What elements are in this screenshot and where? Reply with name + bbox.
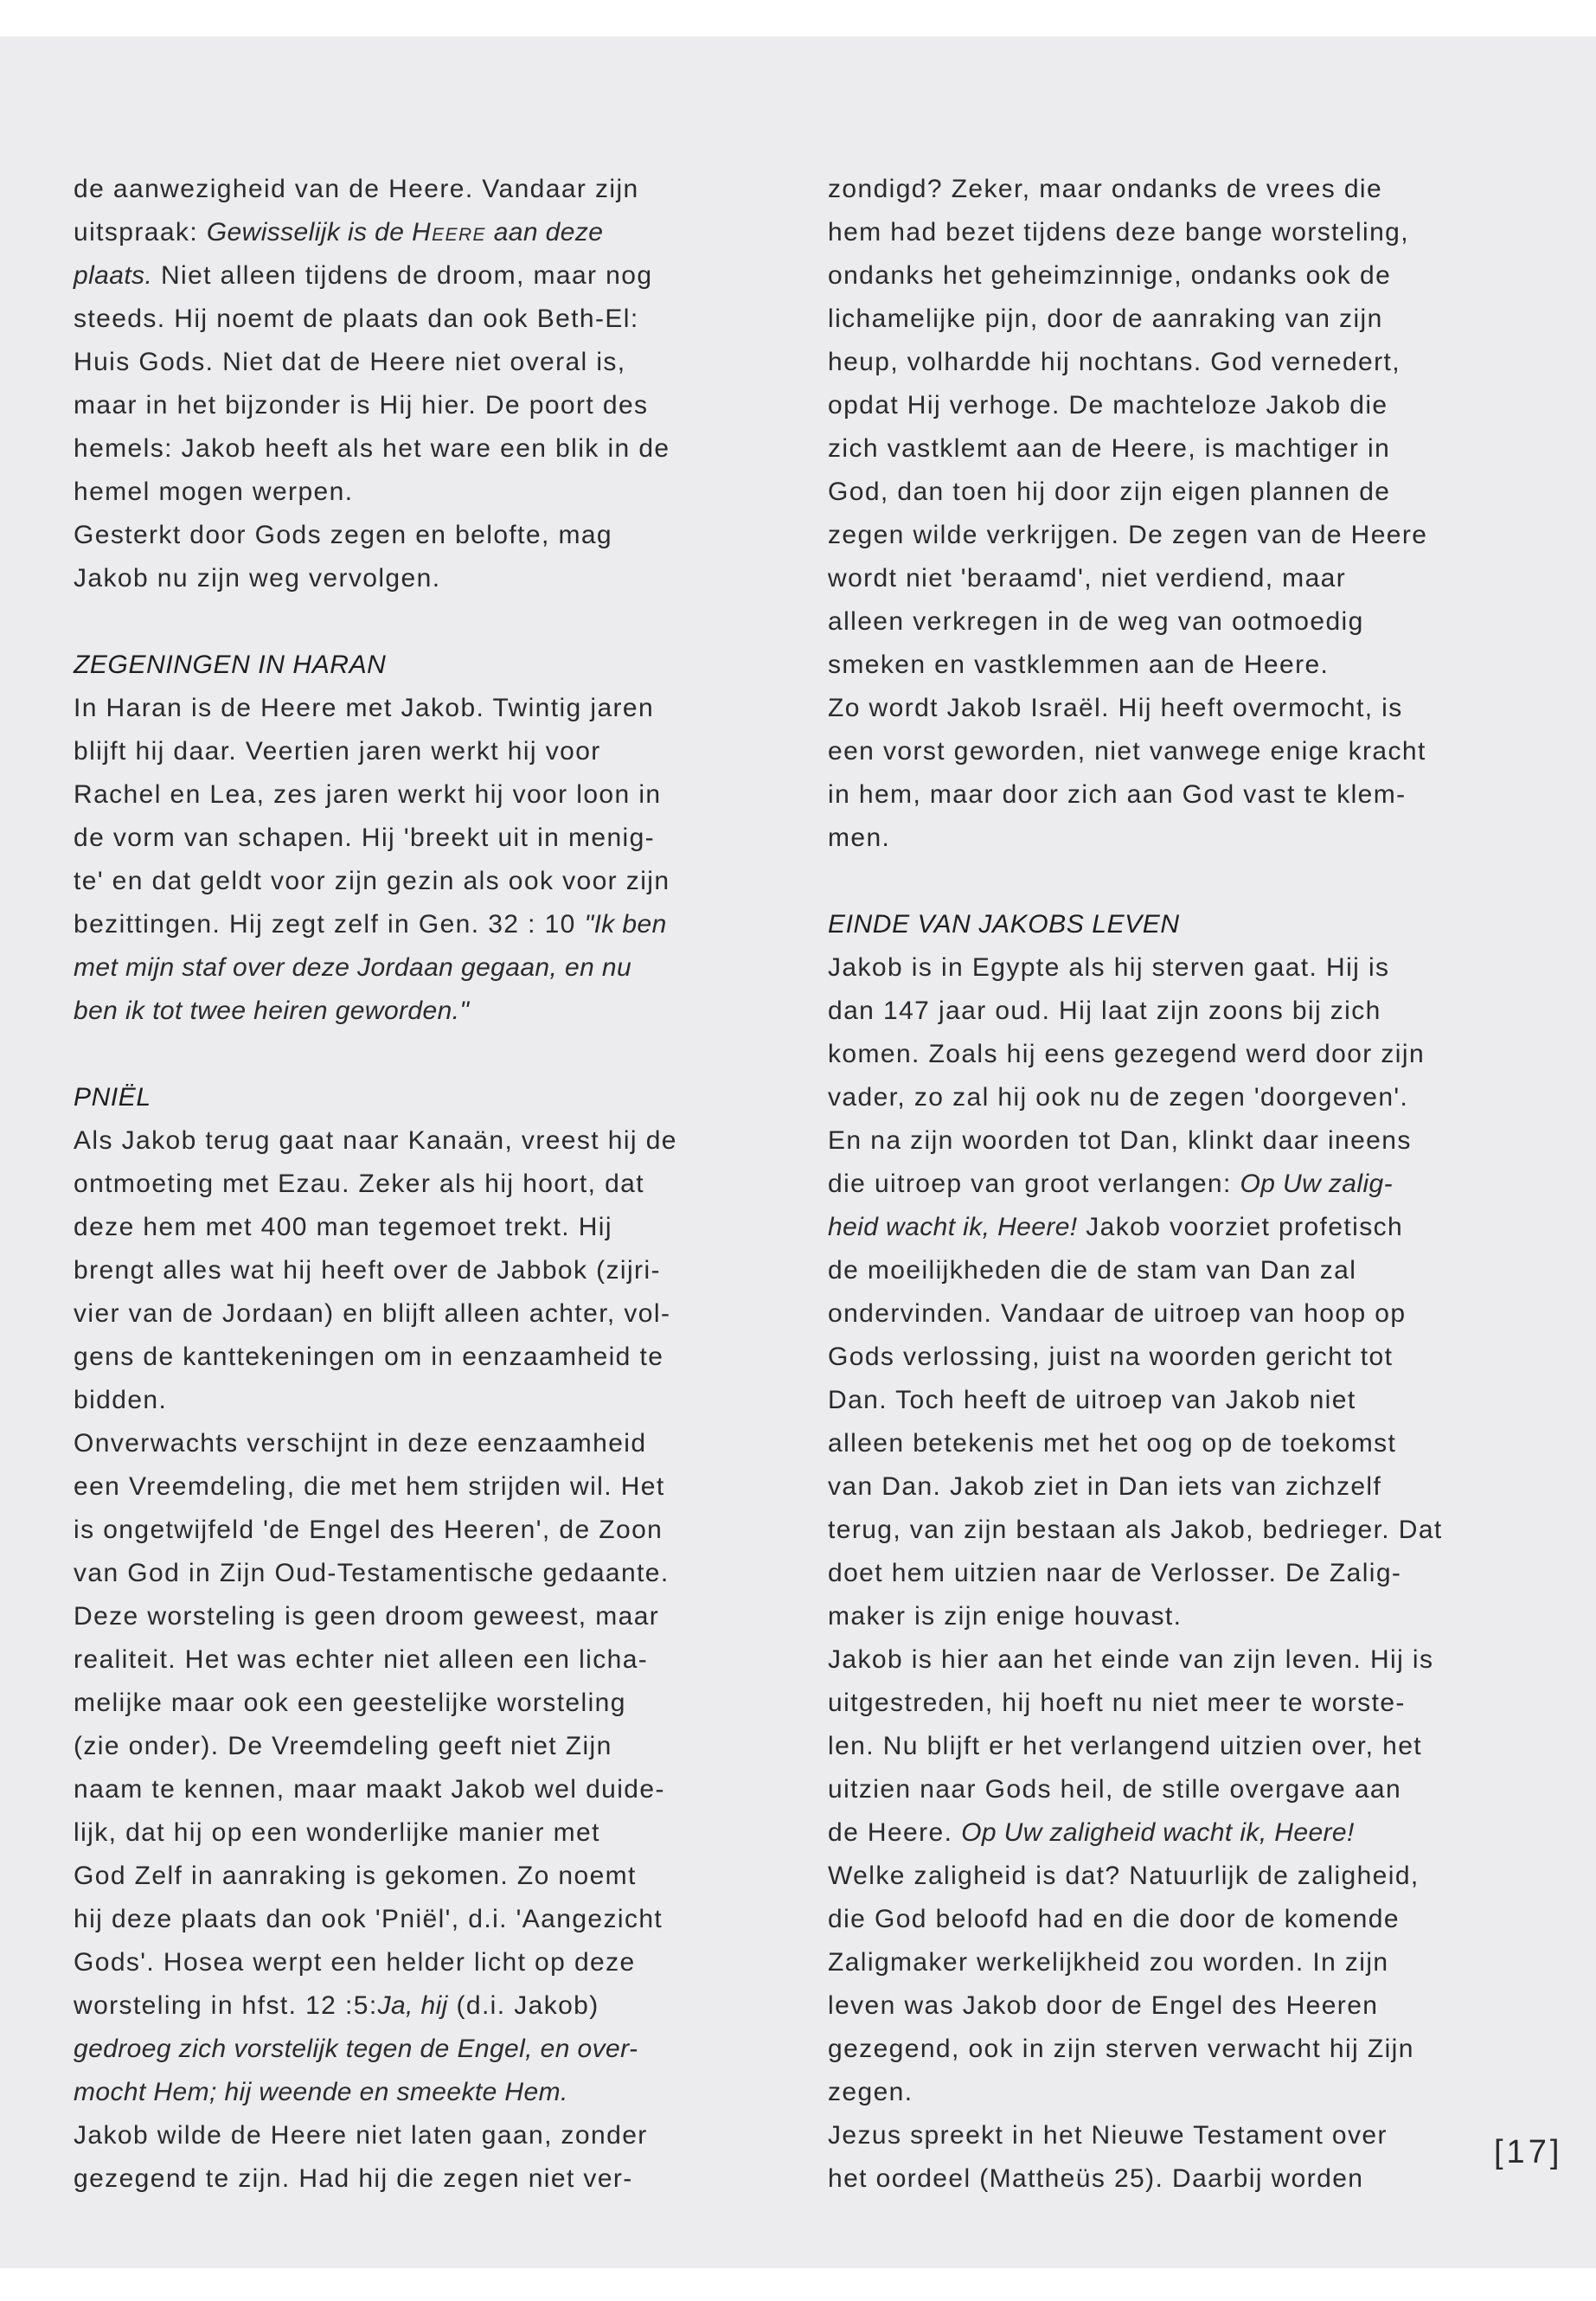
quote-line: ben ik tot twee heiren geworden." <box>74 997 470 1025</box>
text-line: naam te kennen, maar maakt Jakob wel duide- <box>74 1775 665 1804</box>
left-column <box>74 168 731 2201</box>
text-line: uitgestreden, hij hoeft nu niet meer te worste- <box>828 1689 1406 1717</box>
text-line: Dan. Toch heeft de uitroep van Jakob niet <box>828 1386 1356 1414</box>
text-line: hemels: Jakob heeft als het ware een blik in de <box>74 434 670 463</box>
text-line: is ongetwijfeld 'de Engel des Heeren', de Zoon <box>74 1516 663 1544</box>
text-line: Als Jakob terug gaat naar Kanaän, vreest hij de <box>74 1126 677 1155</box>
text-line: Rachel en Lea, zes jaren werkt hij voor loon in <box>74 780 662 809</box>
text-span: worsteling in hfst. 12 :5: <box>74 1991 378 2020</box>
text-line: Jakob is hier aan het einde van zijn leven. Hij is <box>828 1645 1434 1674</box>
text-line: Onverwachts verschijnt in deze eenzaamheid <box>74 1429 647 1458</box>
quote-italic: plaats. <box>74 261 153 290</box>
text-line: brengt alles wat hij heeft over de Jabbok (zijri- <box>74 1256 661 1285</box>
text-line: alleen betekenis met het oog op de toekomst <box>828 1429 1397 1458</box>
text-line: zondigd? Zeker, maar ondanks de vrees die <box>828 175 1383 203</box>
text-line: zich vastklemt aan de Heere, is machtiger in <box>828 434 1391 463</box>
text-line <box>74 903 731 946</box>
text-line <box>74 211 731 254</box>
text-line: een vorst geworden, niet vanwege enige kracht <box>828 737 1426 766</box>
section-heading: ZEGENINGEN IN HARAN <box>74 651 387 679</box>
text-line <box>828 1163 1481 1206</box>
text-line: ondanks het geheimzinnige, ondanks ook de <box>828 261 1392 290</box>
text-line: maar in het bijzonder is Hij hier. De poort des <box>74 391 649 420</box>
text-line <box>74 1984 731 2028</box>
quote-italic: heid wacht ik, Heere! <box>828 1213 1078 1241</box>
text-line: hij deze plaats dan ook 'Pniël', d.i. 'Aangezicht <box>74 1905 663 1933</box>
text-line: heup, volhardde hij nochtans. God vernedert, <box>828 348 1401 376</box>
text-line <box>828 1811 1481 1855</box>
text-line: En na zijn woorden tot Dan, klinkt daar ineens <box>828 1126 1412 1155</box>
quote-italic: Ja, hij <box>377 1991 448 2020</box>
paragraph-gap <box>74 600 731 644</box>
text-line: melijke maar ook een geestelijke worsteling <box>74 1689 626 1717</box>
text-line: zegen. <box>828 2078 913 2106</box>
text-line: deze hem met 400 man tegemoet trekt. Hij <box>74 1213 612 1241</box>
text-line: Zaligmaker werkelijkheid zou worden. In zijn <box>828 1948 1389 1977</box>
paragraph-gap <box>828 860 1481 903</box>
text-line: een Vreemdeling, die met hem strijden wil. Het <box>74 1472 665 1501</box>
text-line: Gesterkt door Gods zegen en belofte, mag <box>74 521 612 549</box>
section-pniel <box>74 1076 731 2201</box>
text-line: Welke zaligheid is dat? Natuurlijk de zaligheid, <box>828 1862 1420 1890</box>
text-line: alleen verkregen in de weg van ootmoedig <box>828 607 1364 636</box>
text-line: hemel mogen werpen. <box>74 478 354 506</box>
text-line: In Haran is de Heere met Jakob. Twintig jaren <box>74 694 655 722</box>
text-line: komen. Zoals hij eens gezegend werd door zijn <box>828 1040 1426 1068</box>
section-heading: EINDE VAN JAKOBS LEVEN <box>828 910 1180 939</box>
text-line: God Zelf in aanraking is gekomen. Zo noemt <box>74 1862 637 1890</box>
text-line: God, dan toen hij door zijn eigen plannen de <box>828 478 1391 506</box>
text-span: Jakob voorziet profetisch <box>1077 1213 1404 1241</box>
text-line: men. <box>828 824 891 852</box>
text-line: leven was Jakob door de Engel des Heeren <box>828 1991 1379 2020</box>
text-line: lijk, dat hij op een wonderlijke manier met <box>74 1818 600 1847</box>
text-line: doet hem uitzien naar de Verlosser. De Zalig- <box>828 1559 1402 1587</box>
text-line: gezegend, ook in zijn sterven verwacht hij Zijn <box>828 2035 1414 2063</box>
text-line: blijft hij daar. Veertien jaren werkt hij voor <box>74 737 601 766</box>
text-line: Gods'. Hosea werpt een helder licht op deze <box>74 1948 636 1977</box>
text-span: die uitroep van groot verlangen: <box>828 1170 1240 1198</box>
text-line: ontmoeting met Ezau. Zeker als hij hoort, dat <box>74 1170 644 1198</box>
right-column <box>828 168 1481 2201</box>
text-line: zegen wilde verkrijgen. De zegen van de Heere <box>828 521 1428 549</box>
text-span: (d.i. Jakob) <box>447 1991 599 2020</box>
text-line: Jakob is in Egypte als hij sterven gaat. Hij is <box>828 953 1390 982</box>
quote-italic: "Ik ben <box>584 910 667 939</box>
text-line: de aanwezigheid van de Heere. Vandaar zijn <box>74 175 639 203</box>
text-line: in hem, maar door zich aan God vast te klem- <box>828 780 1407 809</box>
text-line: hem had bezet tijdens deze bange worsteling, <box>828 218 1410 247</box>
text-line: te' en dat geldt voor zijn gezin als ook voor zijn <box>74 867 670 895</box>
text-line: uitzien naar Gods heil, de stille overgave aan <box>828 1775 1402 1804</box>
text-line: wordt niet 'beraamd', niet verdiend, maar <box>828 564 1347 593</box>
text-line: Jakob wilde de Heere niet laten gaan, zonder <box>74 2121 648 2150</box>
text-line: lichamelijke pijn, door de aanraking van zijn <box>828 304 1383 333</box>
text-line: steeds. Hij noemt de plaats dan ook Beth-El: <box>74 304 639 333</box>
text-line: bidden. <box>74 1386 168 1414</box>
page-number: [17] <box>1494 2134 1563 2170</box>
intro-paragraph <box>74 168 731 600</box>
text-line: het oordeel (Mattheüs 25). Daarbij worden <box>828 2164 1364 2193</box>
text-line: opdat Hij verhoge. De machteloze Jakob die <box>828 391 1388 420</box>
text-line: maker is zijn enige houvast. <box>828 1602 1183 1631</box>
section-einde <box>828 903 1481 2201</box>
text-line: Jezus spreekt in het Nieuwe Testament over <box>828 2121 1388 2150</box>
text-line: Deze worsteling is geen droom geweest, maar <box>74 1602 660 1631</box>
text-line: Zo wordt Jakob Israël. Hij heeft overmocht, is <box>828 694 1403 722</box>
quote-line: mocht Hem; hij weende en smeekte Hem. <box>74 2078 568 2106</box>
text-line: Gods verlossing, juist na woorden gericht tot <box>828 1343 1394 1371</box>
quote-smallcaps: Heere <box>412 218 486 247</box>
quote-italic: Op Uw zaligheid wacht ik, Heere! <box>961 1818 1355 1847</box>
text-span: bezittingen. Hij zegt zelf in Gen. 32 : 10 <box>74 910 585 939</box>
text-line: vier van de Jordaan) en blijft alleen achter, vol- <box>74 1299 671 1328</box>
paragraph-gap <box>74 1033 731 1076</box>
text-span: uitspraak: <box>74 218 207 247</box>
text-line <box>74 254 731 298</box>
text-span: Niet alleen tijdens de droom, maar nog <box>152 261 653 290</box>
quote-italic: Op Uw zalig- <box>1240 1170 1393 1198</box>
text-line: smeken en vastklemmen aan de Heere. <box>828 651 1330 679</box>
text-line: gezegend te zijn. Had hij die zegen niet ver- <box>74 2164 633 2193</box>
text-line: (zie onder). De Vreemdeling geeft niet Zijn <box>74 1732 612 1760</box>
continuation-paragraph <box>828 168 1481 860</box>
text-line: ondervinden. Vandaar de uitroep van hoop op <box>828 1299 1407 1328</box>
text-line: vader, zo zal hij ook nu de zegen 'doorgeven'. <box>828 1083 1409 1112</box>
text-line: terug, van zijn bestaan als Jakob, bedrieger. Dat <box>828 1516 1443 1544</box>
text-span: de Heere. <box>828 1818 962 1847</box>
text-line: de vorm van schapen. Hij 'breekt uit in menig- <box>74 824 656 852</box>
document-page <box>0 36 1596 2268</box>
text-line: realiteit. Het was echter niet alleen een licha- <box>74 1645 649 1674</box>
text-line: die God beloofd had en die door de komende <box>828 1905 1400 1933</box>
text-line: gens de kanttekeningen om in eenzaamheid te <box>74 1343 664 1371</box>
section-heading: PNIËL <box>74 1083 151 1112</box>
text-line: de moeilijkheden die de stam van Dan zal <box>828 1256 1357 1285</box>
text-line: van Dan. Jakob ziet in Dan iets van zichzelf <box>828 1472 1382 1501</box>
text-line: dan 147 jaar oud. Hij laat zijn zoons bij zich <box>828 997 1381 1025</box>
quote-line: met mijn staf over deze Jordaan gegaan, en nu <box>74 953 632 982</box>
section-haran <box>74 644 731 1033</box>
text-line: van God in Zijn Oud-Testamentische gedaante. <box>74 1559 670 1587</box>
text-line: len. Nu blijft er het verlangend uitzien over, het <box>828 1732 1423 1760</box>
text-line: Jakob nu zijn weg vervolgen. <box>74 564 441 593</box>
text-line: Huis Gods. Niet dat de Heere niet overal is, <box>74 348 626 376</box>
quote-line: gedroeg zich vorstelijk tegen de Engel, en over- <box>74 2035 638 2063</box>
text-line <box>828 1206 1481 1249</box>
quote-italic: aan deze <box>485 218 604 247</box>
quote-italic: Gewisselijk is de <box>206 218 413 247</box>
